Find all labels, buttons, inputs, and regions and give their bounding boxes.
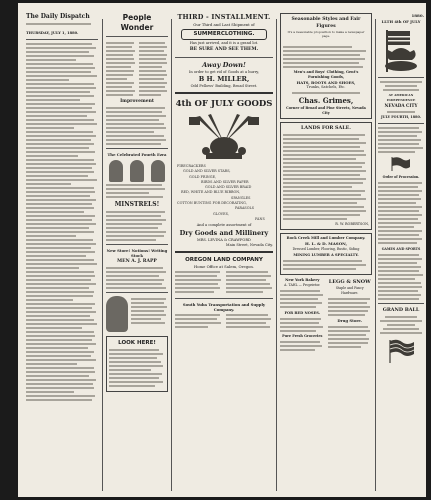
- look-here-heading: LOOK HERE!: [118, 340, 156, 346]
- fourth-item: GLOVES,: [213, 211, 229, 216]
- oregon-land-ad: [175, 256, 273, 295]
- rapp-heading: MEN A. J. RAPP: [117, 259, 157, 264]
- south-yuba-ad: [175, 302, 273, 330]
- third-installment-ad: [175, 13, 273, 89]
- seasonable-styles-line2: HATS, BOOTS AND SHOES,: [296, 80, 356, 85]
- summer-clothing-text: SUMMERCLOTHING.: [193, 31, 255, 37]
- grimes-name: Chas. Grimes,: [298, 96, 354, 105]
- trophy-illustration: [175, 113, 273, 161]
- third-installment-line2: Has just arrived, and it is a grand lot.: [189, 41, 259, 45]
- lands-for-sale-ad: [280, 122, 372, 230]
- see-them-call: BE SURE AND SEE THEM.: [189, 47, 259, 52]
- fourth-item: GOLD FRINGE,: [189, 174, 217, 179]
- order-of-procession: Order of Procession.: [382, 175, 420, 179]
- column-2: [106, 13, 168, 491]
- fourth-item: BIRDS AND SILVER PAPER: [201, 179, 249, 184]
- celebration-headline: LLTH 4th OF JULY: [381, 19, 421, 24]
- fourth-item: RED, WHITE AND BLUE RIBBON,: [181, 190, 241, 195]
- third-installment-title: THIRD - INSTALLMENT.: [177, 13, 271, 21]
- pure-groceries: Pure Fresh Groceries: [282, 334, 323, 338]
- column-3: [175, 13, 273, 491]
- portrait-illustrations: [106, 160, 168, 182]
- seasonable-styles-title: Seasonable Styles and Fair Figures: [291, 17, 361, 29]
- lands-for-sale-title: LANDS FOR SALE.: [301, 125, 351, 131]
- masthead-date: THURSDAY, JULY 1, 1880.: [26, 31, 79, 35]
- dry-goods-address: Main Street, Nevada City.: [225, 243, 273, 248]
- new-store-heading: New Store! Notions! Writing Stock: [106, 248, 168, 258]
- fourth-item: FANS: [255, 216, 265, 221]
- rock-creek-line: Dressed Lumber, Flooring, Rustic, Siding: [292, 247, 360, 251]
- seasonable-styles-sub: It's a reasonable proposition to make a newspaper page.: [287, 30, 365, 38]
- flags-and-drum-icon: [176, 113, 272, 161]
- drug-store-title: Drug Store.: [337, 318, 363, 323]
- waving-flag-icon: [390, 156, 412, 172]
- fourth-item: COTTON BUNTING FOR DECORATING,: [177, 201, 247, 206]
- fourth-item: PARASOLS: [235, 206, 255, 211]
- grand-ball: GRAND BALL: [382, 307, 420, 313]
- dry-goods-title: Dry Goods and Millinery: [179, 229, 269, 238]
- masthead-subtitle: [26, 23, 98, 30]
- masthead-title: The Daily Dispatch: [26, 13, 90, 20]
- column-1-body: [26, 43, 98, 401]
- seasonable-styles-ad: [280, 13, 372, 119]
- summer-clothing-banner: [181, 29, 267, 40]
- fourth-items-list: [175, 164, 273, 222]
- portrait-right: [151, 160, 165, 182]
- fourth-item: GOLD AND SILVER BRAID: [205, 185, 252, 190]
- south-yuba-title: South Yuba Transportation and Supply Company.: [182, 302, 266, 313]
- rock-creek-title: Rock Creek Mill and Lumber Company.: [286, 236, 366, 240]
- rock-creek-ad: [280, 233, 372, 275]
- portrait-middle: [130, 160, 144, 182]
- legg-snow-sub: Staple and Fancy Hardware.: [335, 286, 364, 295]
- column-1: [26, 13, 98, 491]
- fourth-of-july-ad: [175, 98, 273, 248]
- games-and-sports: GAMES AND SPORTS: [381, 247, 421, 251]
- fourth-item: GOLD AND SILVER STARS,: [183, 169, 231, 174]
- column-4: [280, 13, 372, 491]
- third-installment-line: Our Third and Last Shipment of: [193, 22, 255, 27]
- seasonable-styles-line: Men's and Boys' Clothing, Gent's Furnishing Goods,: [293, 70, 359, 79]
- column-5: [378, 13, 424, 491]
- independence-subtitle: AT AMERICAN INDEPENDENCE: [386, 93, 416, 102]
- legg-snow-title: LEGG & SNOW: [328, 279, 371, 285]
- improvement-heading: Improvement: [120, 99, 154, 104]
- oregon-land-title: OREGON LAND COMPANY: [185, 257, 263, 264]
- newspaper-page: [18, 3, 426, 497]
- bottom-flag: [378, 338, 424, 364]
- page-number: 1880.: [411, 13, 424, 18]
- oregon-land-sub: Home Office at Salem, Oregon.: [193, 264, 255, 270]
- miller-address: Odd Fellows' Building, Broad Street.: [190, 84, 258, 88]
- dry-goods-name: MRS. LEVINA & CRAWFORD: [197, 238, 251, 243]
- miller-name: B H. MILLER,: [198, 75, 250, 83]
- celebration-date: JULY FOURTH, 1880.: [380, 115, 422, 119]
- bakery-proprietor: A. TAHL — Proprietor.: [284, 283, 321, 287]
- dry-goods-pre: And a complete assortment of: [196, 223, 252, 228]
- fourth-item: FIRECRACKERS: [177, 164, 206, 168]
- rock-creek-name: H. L. & D. MASON,: [305, 241, 347, 246]
- red-noses-title: FOR RED NOSES.: [284, 311, 320, 315]
- grimes-address: Corner of Broad and Pine Streets, Nevada City: [286, 106, 366, 115]
- away-down-title: Away Down!: [202, 61, 246, 69]
- robertson-name: R. W. ROBERTSON,: [335, 222, 369, 226]
- lady-illustration: [106, 296, 128, 332]
- new-york-bakery: New York Bakery: [285, 278, 320, 282]
- away-down-line: In order to get rid of Goods at a hurry,: [188, 70, 259, 74]
- fourth-ezra-heading: The Celebrated Fourth Ezra: [107, 152, 167, 157]
- small-flag: [378, 156, 424, 172]
- fourth-item: SPANGLES: [231, 195, 251, 200]
- people-wonder-headline: People Wonder: [120, 13, 154, 32]
- minstrels-heading: MINSTRELS!: [114, 201, 160, 208]
- flag-icon: [386, 338, 416, 364]
- portrait-left: [109, 160, 123, 182]
- look-here-ad: [106, 336, 168, 392]
- eagle-flag-icon: [378, 26, 424, 74]
- fourth-of-july-title: 4th OF JULY GOODS: [175, 99, 273, 109]
- flag-eagle-illustration: [378, 26, 424, 74]
- rock-creek-line2: MINING LUMBER A SPECIALTY.: [293, 253, 359, 257]
- nevada-city: NEVADA CITY: [384, 103, 418, 108]
- seasonable-styles-line3: Trunks, Satchels, Etc.: [306, 85, 346, 89]
